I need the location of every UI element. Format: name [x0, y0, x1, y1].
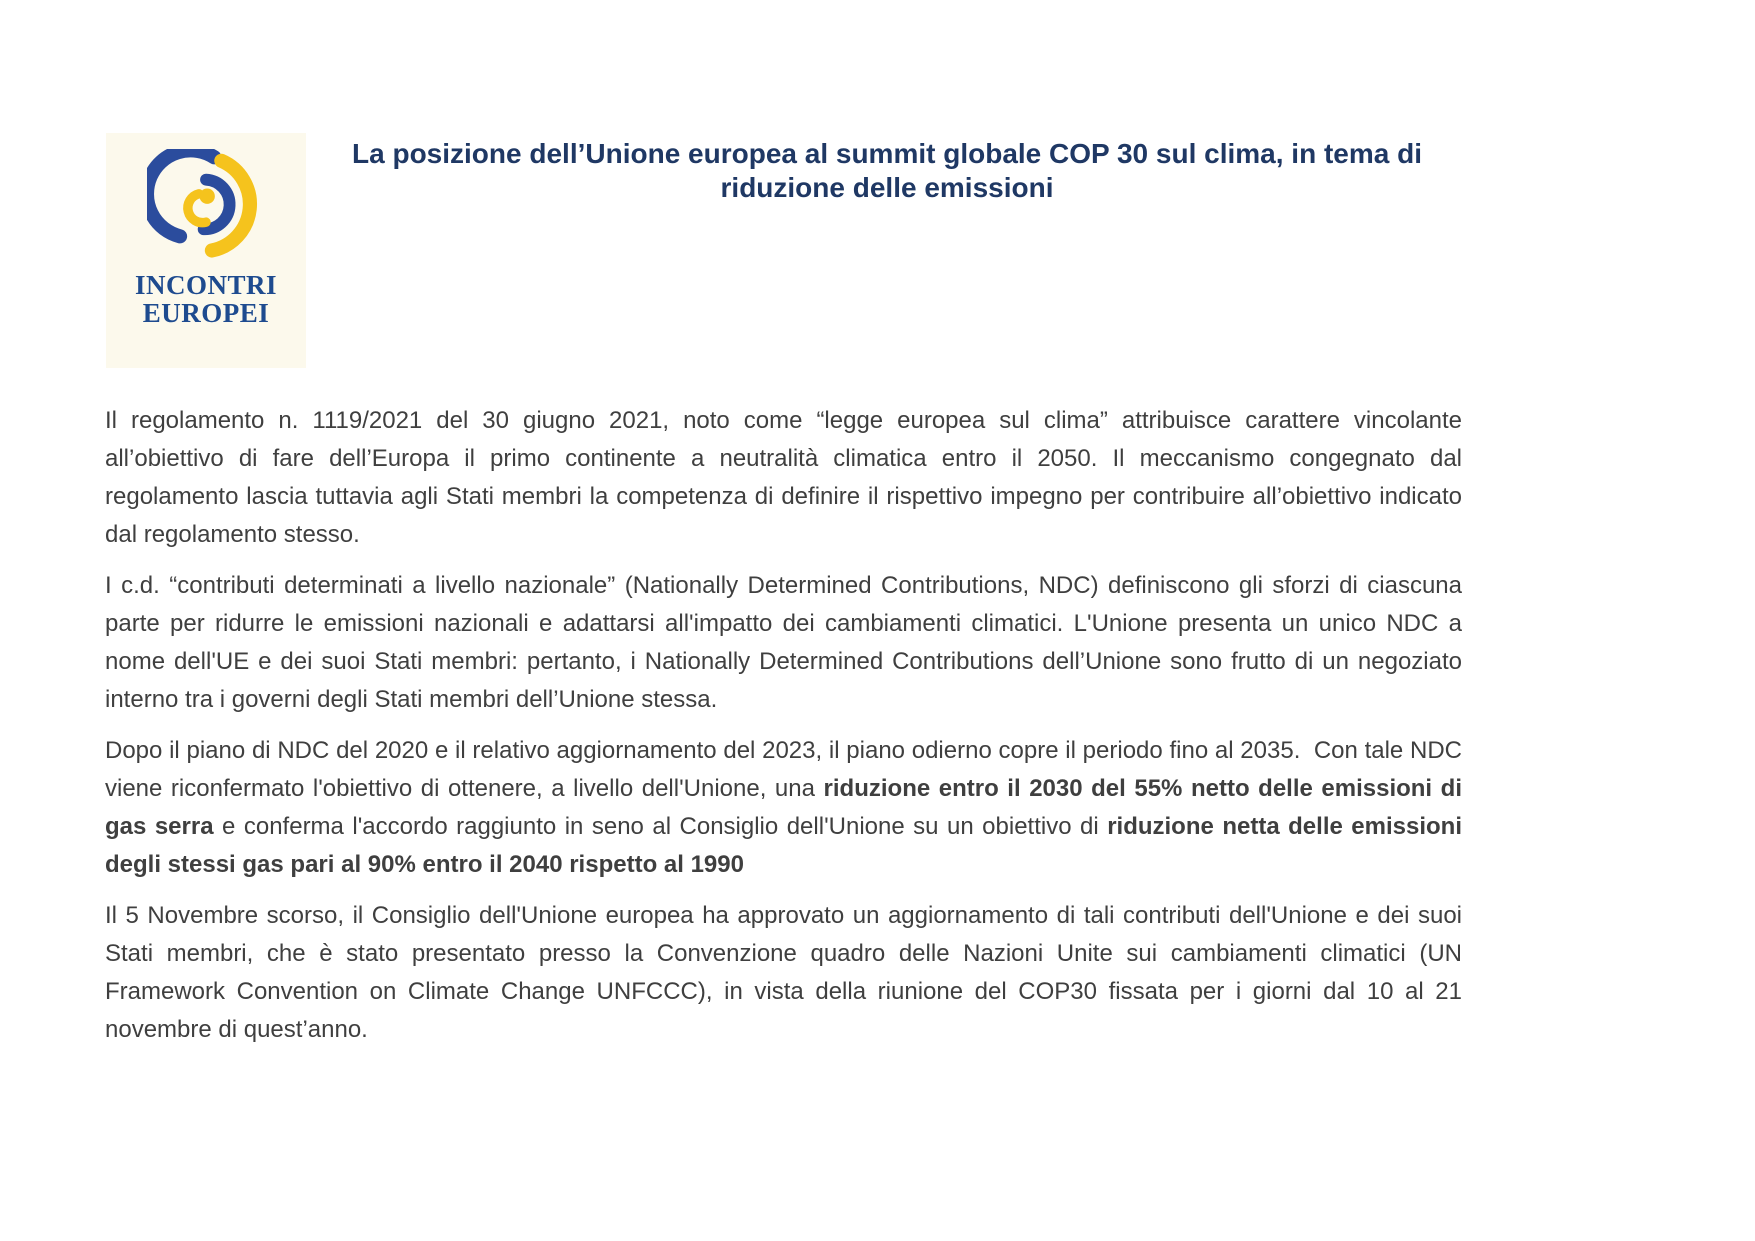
- text-run: Dopo il piano di NDC del 2020 e il relativo aggiornamento del 2023, il piano odierno copre il periodo fino al 2035. Con tale NDC viene riconfermato l'obiettivo di ottenere, a livello dell'Unione, una: [105, 737, 1462, 802]
- bold-text-run: riduzione netta delle emissioni degli stessi gas pari al 90% entro il 2040 rispetto al 1990: [105, 813, 1463, 878]
- logo-org-name: [135, 271, 277, 327]
- text-run: e conferma l'accordo raggiunto in seno al Consiglio dell'Unione su un obiettivo di: [213, 813, 1108, 840]
- text-run: Il 5 Novembre scorso, il Consiglio dell'Unione europea ha approvato un aggiornamento di tali contributi dell'Unione e dei suoi Stati membri, che è stato presentato presso la Convenzione quadro delle Nazioni Unite sui cambiamenti climatici (UN Framework Convention on Climate Change UNFCCC), in vista della riunione del COP30 fissata per i giorni dal 10 al 21 novembre di quest’anno.: [105, 902, 1462, 1043]
- paragraph: [105, 402, 1462, 554]
- logo-org-line1: INCONTRI: [134, 270, 278, 300]
- text-run: Il regolamento n. 1119/2021 del 30 giugno 2021, noto come “legge europea sul clima” attribuisce carattere vincolante all’obiettivo di fare dell’Europa il primo continente a neutralità climatica entro il 2050. Il meccanismo congegnato dal regolamento lascia tuttavia agli Stati membri la competenza di definire il rispettivo impegno per contribuire all’obiettivo indicato dal regolamento stesso.: [105, 407, 1462, 548]
- bold-text-run: riduzione entro il 2030 del 55% netto delle emissioni di gas serra: [105, 775, 1462, 840]
- incontri-europei-logo: [106, 133, 306, 368]
- page-title: La posizione dell’Unione europea al summit globale COP 30 sul clima, in tema di riduzione delle emissioni: [352, 138, 1422, 203]
- text-run: I c.d. “contributi determinati a livello nazionale” (Nationally Determined Contributions, NDC) definiscono gli sforzi di ciascuna parte per ridurre le emissioni nazionali e adattarsi all'impatto dei cambiamenti climatici. L'Unione presenta un unico NDC a nome dell'UE e dei suoi Stati membri: pertanto, i Nationally Determined Contributions dell’Unione sono frutto di un negoziato interno tra i governi degli Stati membri dell’Unione stessa.: [105, 572, 1462, 713]
- logo-org-line2: EUROPEI: [142, 298, 270, 328]
- swirl-logo-icon: [147, 149, 265, 267]
- body-paragraphs: [105, 402, 1462, 1062]
- paragraph: [105, 897, 1462, 1049]
- paragraph: [105, 732, 1462, 884]
- paragraph: [105, 567, 1462, 719]
